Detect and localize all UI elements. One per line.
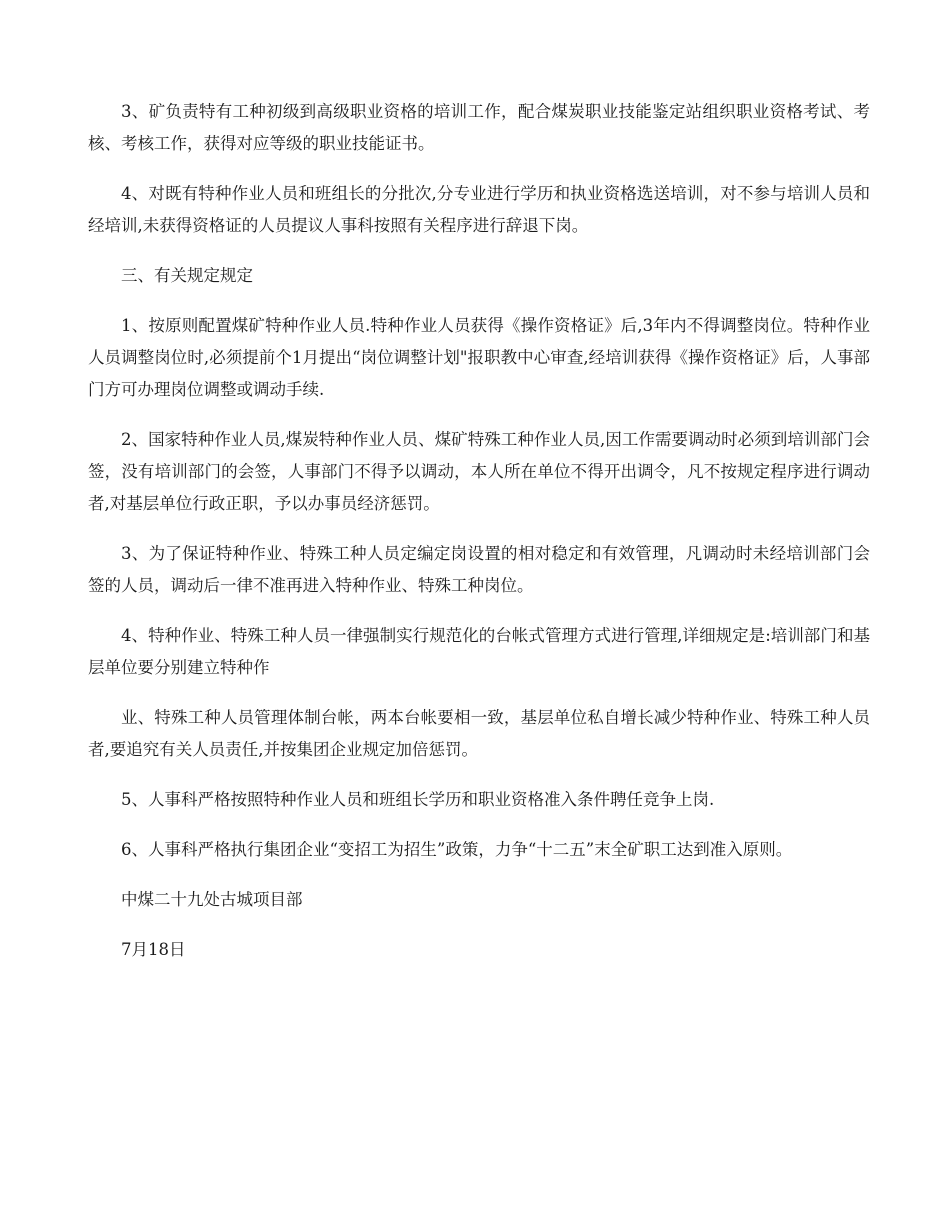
paragraph-item-3-training: 3、矿负责特有工种初级到高级职业资格的培训工作，配合煤炭职业技能鉴定站组织职业资格考试、考核、考核工作，获得对应等级的职业技能证书。 [88, 102, 870, 153]
paragraph-rule-3: 3、为了保证特种作业、特殊工种人员定编定岗设置的相对稳定和有效管理，凡调动时未经培训部门会签的人员，调动后一律不准再进入特种作业、特殊工种岗位。 [88, 544, 870, 595]
paragraph-rule-6: 6、人事科严格执行集团企业“变招工为招生”政策，力争“十二五”末全矿职工达到准入原则。 [121, 840, 793, 859]
section-heading-regulations: 三、有关规定规定 [121, 266, 253, 285]
paragraph-rule-2: 2、国家特种作业人员,煤炭特种作业人员、煤矿特殊工种作业人员,因工作需要调动时必须到培训部门会签，没有培训部门的会签，人事部门不得予以调动，本人所在单位不得开出调令，凡不按规定程序进行调动者,对基层单位行政正职，予以办事员经济惩罚。 [88, 430, 870, 513]
paragraph-rule-1: 1、按原则配置煤矿特种作业人员.特种作业人员获得《操作资格证》后,3年内不得调整岗位。特种作业人员调整岗位时,必须提前个1月提出“岗位调整计划"报职教中心审查,经培训获得《操作资格证》后，人事部门方可办理岗位调整或调动手续. [88, 316, 870, 399]
paragraph-rule-4-continued: 业、特殊工种人员管理体制台帐，两本台帐要相一致，基层单位私自增长减少特种作业、特殊工种人员者,要追究有关人员责任,并按集团企业规定加倍惩罚。 [88, 708, 870, 759]
signature-date: 7月18日 [121, 940, 186, 959]
signature-organization: 中煤二十九处古城项目部 [121, 890, 303, 909]
paragraph-item-4-selection: 4、对既有特种作业人员和班组长的分批次,分专业进行学历和执业资格选送培训，对不参与培训人员和经培训,未获得资格证的人员提议人事科按照有关程序进行辞退下岗。 [88, 184, 870, 235]
document-body [88, 96, 870, 984]
paragraph-rule-5: 5、人事科严格按照特种作业人员和班组长学历和职业资格准入条件聘任竞争上岗. [121, 790, 715, 809]
paragraph-rule-4: 4、特种作业、特殊工种人员一律强制实行规范化的台帐式管理方式进行管理,详细规定是:培训部门和基层单位要分别建立特种作 [88, 626, 870, 677]
